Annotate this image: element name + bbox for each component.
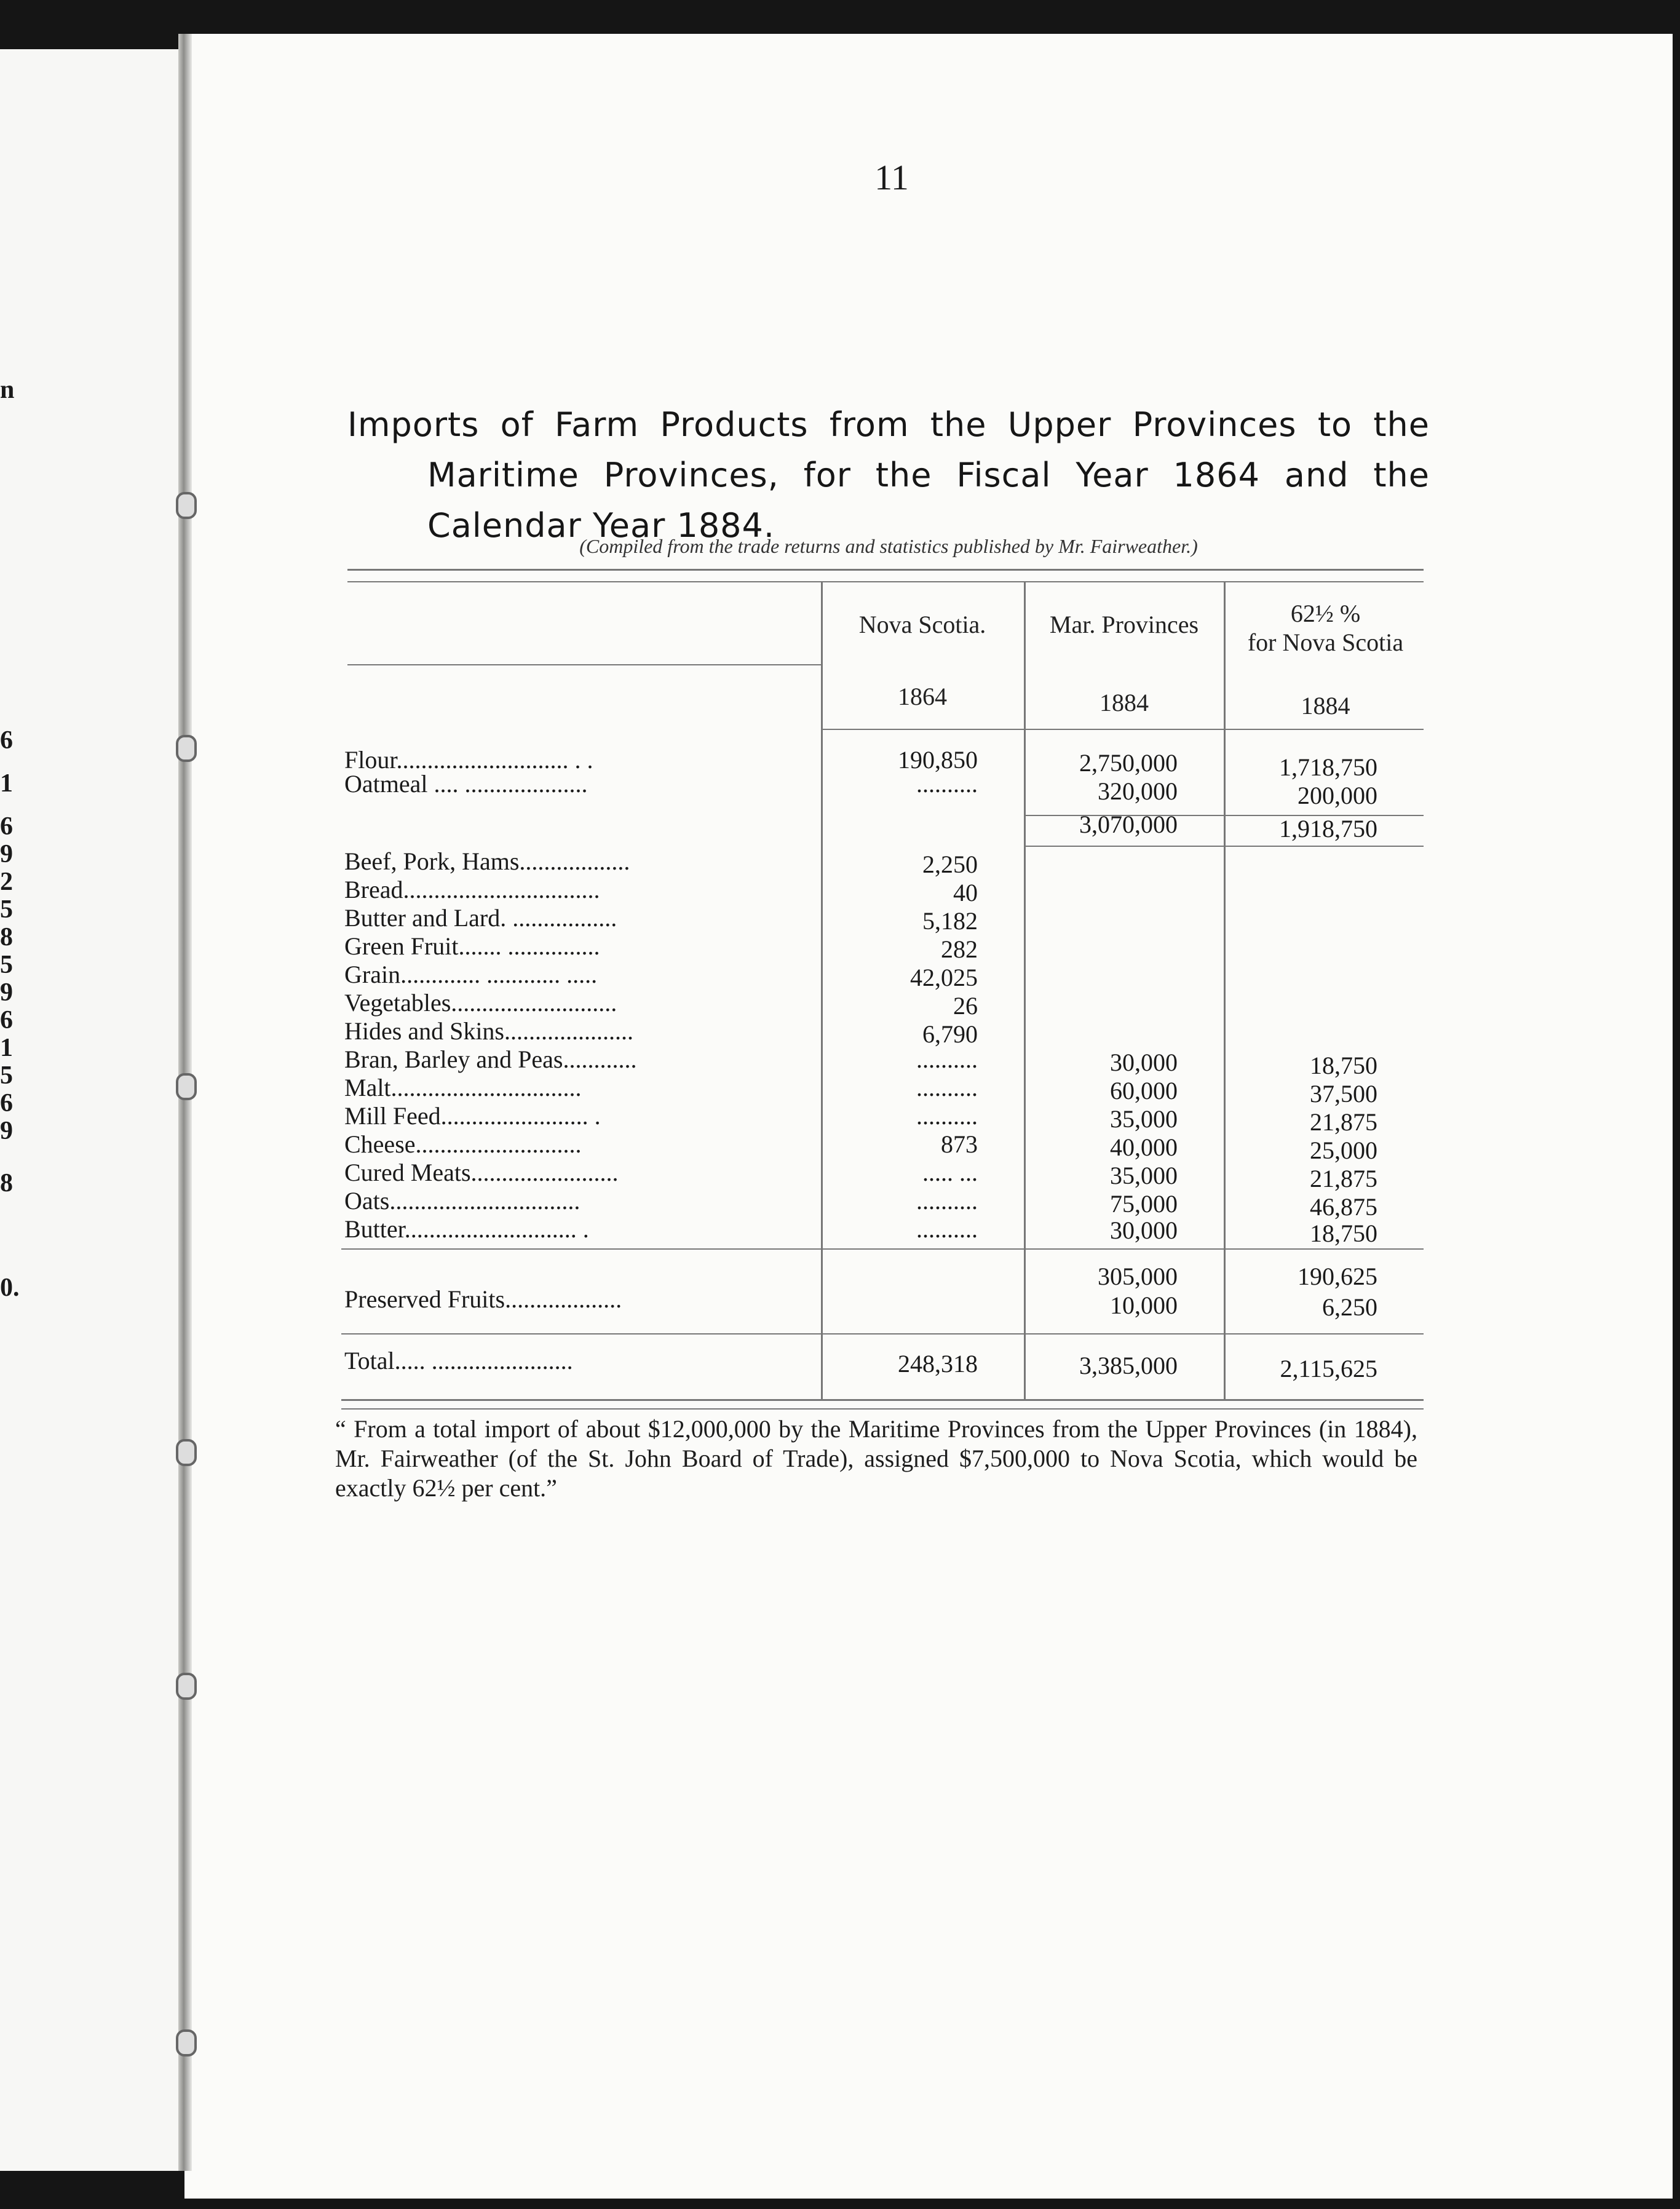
- cell-subtotal-mar-provinces: 305,000: [1098, 1263, 1178, 1290]
- page-title: [347, 400, 1430, 551]
- cell-nova-scotia: 5,182: [922, 907, 978, 935]
- cell-nova-scotia: ..........: [916, 1102, 978, 1130]
- table-top-rule-double: [347, 581, 1424, 582]
- cell-mar-provinces: 75,000: [1110, 1190, 1178, 1218]
- total-label: Total..... .......................: [344, 1347, 573, 1374]
- cell-62-percent: 21,875: [1310, 1108, 1377, 1136]
- header-for-nova-scotia: for Nova Scotia: [1247, 629, 1404, 656]
- row-label: Hides and Skins.....................: [344, 1017, 633, 1045]
- year-col3: 1884: [1301, 692, 1350, 720]
- total-62-percent: 2,115,625: [1280, 1355, 1377, 1382]
- row-label: Bran, Barley and Peas............: [344, 1045, 637, 1073]
- row-label: Preserved Fruits...................: [344, 1285, 622, 1313]
- row-label: Cured Meats........................: [344, 1159, 619, 1186]
- row-label: Beef, Pork, Hams..................: [344, 847, 630, 875]
- cell-nova-scotia: ..........: [916, 1215, 978, 1243]
- left-fragment-char: 5: [0, 895, 13, 924]
- header-rule-label: [347, 664, 821, 665]
- left-fragment-char: 6: [0, 1089, 13, 1117]
- header-62-percent: 62½ %: [1290, 600, 1361, 627]
- cell-mar-provinces: 60,000: [1110, 1077, 1178, 1104]
- left-fragment-char: 5: [0, 1061, 13, 1090]
- row-label: Mill Feed........................ .: [344, 1102, 601, 1130]
- binding-stitch: [176, 1439, 197, 1466]
- row-label: Grain............. ............ .....: [344, 961, 598, 988]
- left-fragment-char: 0.: [0, 1274, 20, 1302]
- cell-subtotal-mar-provinces: 3,070,000: [1079, 811, 1178, 838]
- cell-62-percent: 21,875: [1310, 1165, 1377, 1192]
- column-divider-1: [821, 581, 823, 1399]
- cell-mar-provinces: 40,000: [1110, 1133, 1178, 1161]
- table-bottom-rule: [341, 1399, 1424, 1401]
- cell-nova-scotia: 190,850: [898, 746, 978, 774]
- cell-subtotal-62-percent: 1,918,750: [1279, 815, 1377, 843]
- page-number: 11: [874, 157, 909, 197]
- cell-62-percent: 46,875: [1310, 1193, 1377, 1221]
- cell-nova-scotia: 2,250: [922, 851, 978, 878]
- subtitle: (Compiled from the trade returns and statistics published by Mr. Fairweather.): [579, 535, 1198, 557]
- title-line-2: Maritime Provinces, for the Fiscal Year 1864 and the: [427, 456, 1430, 494]
- left-fragment-char: 2: [0, 868, 13, 896]
- row-label: Butter and Lard. .................: [344, 904, 617, 932]
- binding-stitch: [176, 1073, 197, 1100]
- title-line-3: Calendar Year 1884.: [427, 506, 775, 545]
- cell-nova-scotia: ..........: [916, 770, 978, 798]
- cell-mar-provinces: 30,000: [1110, 1049, 1178, 1076]
- left-fragment-char: 8: [0, 923, 13, 951]
- cell-mar-provinces: 35,000: [1110, 1105, 1178, 1133]
- row-label: Bread................................: [344, 876, 600, 903]
- cell-mar-provinces: 30,000: [1110, 1216, 1178, 1244]
- cell-62-percent: 18,750: [1310, 1220, 1377, 1247]
- cell-62-percent: 6,250: [1322, 1293, 1377, 1321]
- binding-stitch: [176, 1673, 197, 1700]
- row-label: Malt...............................: [344, 1074, 582, 1101]
- row-label: Oats...............................: [344, 1187, 580, 1215]
- cell-nova-scotia: 26: [953, 992, 978, 1020]
- left-fragment-char: 6: [0, 726, 13, 755]
- footnote-quote: “ From a total import of about $12,000,000 by the Maritime Provinces from the Upper Provinces (in 1884), Mr. Fairweather (of the St. John Board of Trade), assigned $7,500,000 to Nova Scotia, which would be exactly 62½ per cent.”: [335, 1415, 1417, 1502]
- cell-62-percent: 37,500: [1310, 1080, 1377, 1108]
- left-fragment-char: 1: [0, 769, 13, 798]
- left-fragment-char: 8: [0, 1169, 13, 1197]
- cell-mar-provinces: 2,750,000: [1079, 749, 1178, 777]
- left-fragment-char: 6: [0, 1006, 13, 1034]
- cell-62-percent: 200,000: [1298, 782, 1377, 809]
- year-col1: 1864: [898, 683, 947, 710]
- total-mar-provinces: 3,385,000: [1079, 1352, 1178, 1379]
- cell-62-percent: 18,750: [1310, 1052, 1377, 1079]
- section-rule: [341, 1248, 1424, 1250]
- year-rule: [821, 729, 1424, 730]
- left-fragment-char: 1: [0, 1034, 13, 1062]
- page-binding: [178, 34, 192, 2171]
- cell-nova-scotia: ..........: [916, 1187, 978, 1215]
- left-fragment-char: 6: [0, 812, 13, 841]
- left-page-fragment: [0, 49, 178, 2171]
- left-fragment-char: 9: [0, 978, 13, 1007]
- left-fragment-char: n: [0, 376, 15, 404]
- total-rule-top: [341, 1333, 1424, 1335]
- year-col2: 1884: [1100, 689, 1149, 716]
- title-line-1: Imports of Farm Products from the Upper Provinces to the: [347, 405, 1430, 444]
- cell-nova-scotia: 40: [953, 879, 978, 906]
- row-label: Cheese...........................: [344, 1130, 582, 1158]
- binding-stitch: [176, 2029, 197, 2056]
- left-fragment-char: 9: [0, 1117, 13, 1145]
- cell-nova-scotia: ..........: [916, 1074, 978, 1101]
- binding-stitch: [176, 492, 197, 519]
- row-label: Butter............................ .: [344, 1215, 589, 1243]
- cell-mar-provinces: 320,000: [1098, 777, 1178, 805]
- cell-mar-provinces: 10,000: [1110, 1291, 1178, 1319]
- cell-nova-scotia: 6,790: [922, 1020, 978, 1048]
- cell-nova-scotia: 282: [941, 935, 978, 963]
- row-label: Flour............................ . .: [344, 746, 593, 774]
- left-fragment-char: 5: [0, 951, 13, 979]
- binding-stitch: [176, 735, 197, 762]
- left-fragment-char: 9: [0, 840, 13, 868]
- header-mar-provinces: Mar. Provinces: [1049, 611, 1199, 638]
- cell-subtotal-62-percent: 190,625: [1298, 1263, 1377, 1290]
- row-label: Green Fruit....... ...............: [344, 932, 600, 960]
- cell-nova-scotia: 873: [941, 1130, 978, 1158]
- cell-nova-scotia: 42,025: [910, 964, 978, 991]
- total-nova-scotia: 248,318: [898, 1350, 978, 1378]
- cell-nova-scotia: ..... ...: [922, 1159, 978, 1186]
- table-top-rule: [347, 569, 1424, 571]
- header-nova-scotia: Nova Scotia.: [858, 611, 986, 638]
- table-bottom-rule-double: [341, 1408, 1424, 1410]
- cell-mar-provinces: 35,000: [1110, 1162, 1178, 1189]
- row-label: Oatmeal .... ....................: [344, 770, 588, 798]
- cell-nova-scotia: ..........: [916, 1045, 978, 1073]
- cell-62-percent: 1,718,750: [1279, 753, 1377, 781]
- row-label: Vegetables...........................: [344, 989, 617, 1017]
- cell-62-percent: 25,000: [1310, 1136, 1377, 1164]
